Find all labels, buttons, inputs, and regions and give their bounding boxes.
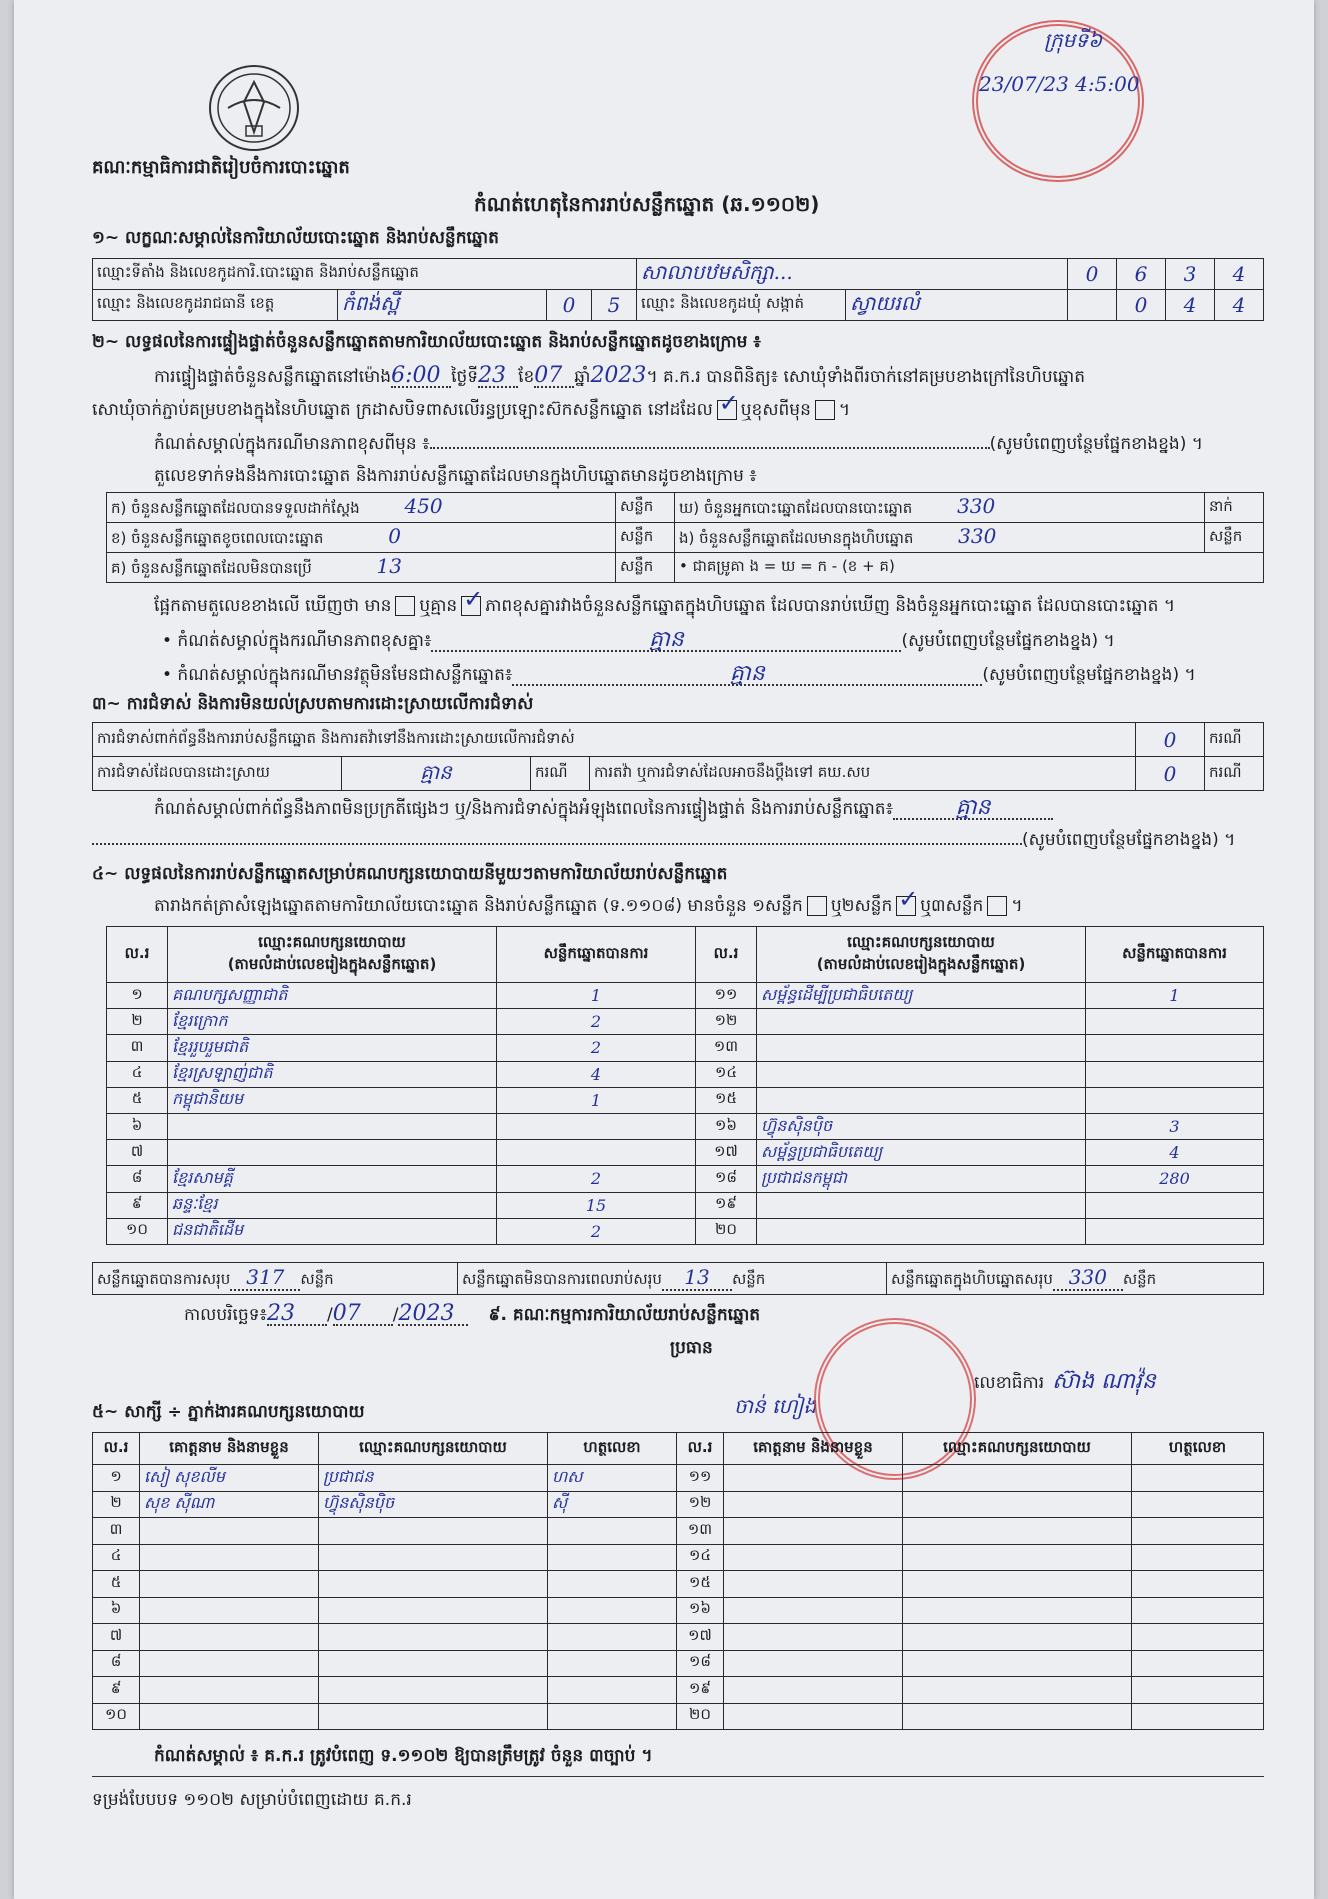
- totals-table: [92, 1262, 1264, 1295]
- witness-name: [140, 1571, 319, 1598]
- witness-signature: [1132, 1677, 1264, 1704]
- count-e-row: ង) ចំនួនសន្លឹកឆ្នោតដែលមានក្នុងហិបឆ្នោត 330: [675, 523, 1205, 553]
- location-digit: 0: [1068, 259, 1117, 290]
- witness-name: [140, 1677, 319, 1704]
- party-name: ប្រជាជនកម្ពុជា: [757, 1166, 1086, 1192]
- section3-table: ការជំទាស់ពាក់ព័ន្ធនឹងការរាប់សន្លឹកឆ្នោត និងការតវ៉ាទៅនឹងការដោះស្រាយលើការជំទាស់ 0 ករណី ការជំទាស់ដែលបានដោះស្រាយ គ្មាន ករណី ការតវ៉ា ឬការជំទាស់ដែលអាចនឹងប្តឹងទៅ គឃ.សប 0 ករណី: [92, 722, 1264, 791]
- location-label: ឈ្មោះទីតាំង និងលេខកូដការិ.បោះឆ្នោត និងរាប់សន្លឹកឆ្នោត: [93, 259, 637, 290]
- commune-digit: 0: [1117, 290, 1166, 321]
- commune-digit: 4: [1215, 290, 1264, 321]
- count-c-row: គ) ចំនួនសន្លឹកឆ្នោតដែលមិនបានប្រើ 13: [107, 553, 616, 583]
- table-row: [107, 1009, 1264, 1035]
- section5-title: ៥~ សាក្សី ÷ ភ្នាក់ងារគណបក្សនយោបាយ: [92, 1402, 365, 1422]
- party-no: ៩: [107, 1192, 168, 1218]
- party-no: ១៥: [696, 1087, 757, 1113]
- same-checkbox[interactable]: ✓: [717, 400, 737, 420]
- verify-line1: ការផ្ទៀងផ្ទាត់ចំនួនសន្លឹកឆ្នោតនៅម៉ោង6:00 ថ្ងៃទី23 ខែ07 ឆ្នាំ2023។ គ.ក.រ បានពិនិត្យ៖ សោឃុំទាំងពីរចាក់នៅគម្របខាងក្រៅនៃហិបឆ្នោត: [154, 363, 1086, 388]
- count-b-row: ខ) ចំនួនសន្លឹកឆ្នោតខូចពេលបោះឆ្នោត 0: [107, 523, 616, 553]
- party-name: ខ្មែរស្រឡាញ់ជាតិ: [168, 1061, 497, 1087]
- witness-signature: [1132, 1597, 1264, 1624]
- witness-no: ៥: [93, 1571, 140, 1598]
- counts-table: ក) ចំនួនសន្លឹកឆ្នោតដែលបានទទួលដាក់ស្តែង 450 សន្លឹក ឃ) ចំនួនអ្នកបោះឆ្នោតដែលបានបោះឆ្នោត 330 នាក់ ខ) ចំនួនសន្លឹកឆ្នោតខូចពេលបោះឆ្នោត 0 សន្លឹក ង) ចំនួនសន្លឹកឆ្នោតដែលមានក្នុងហិបឆ្នោត 330 សន្លឹក គ) ចំនួនសន្លឹកឆ្នោតដែលមិនបានប្រើ 13 សន្លឹក • ជាគម្រូគា ង = ឃ = ក - (ខ + គ): [106, 492, 1264, 583]
- party-name: ហ៊្វុនស៊ិនប៉ិច: [757, 1113, 1086, 1139]
- section2-title: ២~ លទ្ធផលនៃការផ្ទៀងផ្ទាត់ចំនួនសន្លឹកឆ្នោតតាមការិយាល័យបោះឆ្នោត និងរាប់សន្លឹកឆ្នោតដូចខាងក្រោម ៖: [92, 332, 761, 352]
- party-name: កម្ពុជានិយម: [168, 1087, 497, 1113]
- province-digit: 0: [547, 290, 592, 321]
- count-d-row: ឃ) ចំនួនអ្នកបោះឆ្នោតដែលបានបោះឆ្នោត 330: [675, 493, 1205, 523]
- party-votes: 2: [497, 1009, 696, 1035]
- section4-intro: តារាងកត់ត្រាសំឡេងឆ្នោតតាមការិយាល័យបោះឆ្នោត និងរាប់សន្លឹកឆ្នោត (ទ.១១០៨) មានចំនួន ១សន្លឹក ឬ២សន្លឹក ✓ ឬ៣សន្លឹក ។: [154, 885, 1023, 916]
- section4-title: ៤~ លទ្ធផលនៃការរាប់សន្លឹកឆ្នោតសម្រាប់គណបក្សនយោបាយនីមួយៗតាមការិយាល័យរាប់សន្លឹកឆ្នោត: [92, 864, 728, 884]
- witness-party: [903, 1491, 1132, 1518]
- chair-signature: ចាន់ ហៀង: [734, 1394, 817, 1418]
- party-votes: 2: [497, 1218, 696, 1244]
- witness-no: ១០: [93, 1703, 140, 1730]
- nec-emblem-icon: [204, 62, 304, 154]
- party-name: [168, 1140, 497, 1166]
- count-a-row: ក) ចំនួនសន្លឹកឆ្នោតដែលបានទទួលដាក់ស្តែង 450: [107, 493, 616, 523]
- witness-name: [140, 1703, 319, 1730]
- table-row: [93, 1703, 1264, 1730]
- form-sheet: [14, 0, 1314, 1899]
- table-row: [93, 1624, 1264, 1651]
- witness-party: [319, 1597, 548, 1624]
- party-name: [757, 1035, 1086, 1061]
- form-reference: ទម្រង់បែបបទ ១១០២ សម្រាប់បំពេញដោយ គ.ក.រ: [92, 1790, 412, 1810]
- witness-signature: [548, 1518, 677, 1545]
- party-name: ខ្មែររួបរួមជាតិ: [168, 1035, 497, 1061]
- location-digit: 6: [1117, 259, 1166, 290]
- witness-party: [319, 1571, 548, 1598]
- witness-no: ១៦: [677, 1597, 724, 1624]
- party-no: ១៣: [696, 1035, 757, 1061]
- party-votes: [1086, 1009, 1264, 1035]
- witness-name: [724, 1624, 903, 1651]
- witness-party: ហ៊្វុនស៊ិនប៉ិច: [319, 1491, 548, 1518]
- witness-no: ១៥: [677, 1571, 724, 1598]
- party-no: ៨: [107, 1166, 168, 1192]
- witness-no: ១២: [677, 1491, 724, 1518]
- table-row: [107, 1061, 1264, 1087]
- party-name: [168, 1113, 497, 1139]
- witness-signature: [1132, 1571, 1264, 1598]
- party-name: [757, 1087, 1086, 1113]
- witness-no: ៤: [93, 1544, 140, 1571]
- table-row: [107, 1218, 1264, 1244]
- date-line: កាលបរិច្ឆេទ៖23 /07 /2023 ៩. គណៈកម្មការការិយាល័យរាប់សន្លឹកឆ្នោត: [184, 1301, 761, 1326]
- diff-yes-checkbox[interactable]: [395, 596, 415, 616]
- org-name: គណៈកម្មាធិការជាតិរៀបចំការបោះឆ្នោត: [92, 157, 350, 178]
- note-diff: • កំណត់សម្គាល់ក្នុងករណីមានភាពខុសគ្នា៖ គ្មាន (សូមបំពេញបន្ថែមផ្នែកខាងខ្នង) ។: [162, 627, 1115, 652]
- total-invalid: សន្លឹកឆ្នោតមិនបានការពេលរាប់សរុប 13 សន្លឹក: [458, 1263, 887, 1295]
- verify-line2: សោឃុំចាក់ភ្ជាប់គម្របខាងក្នុងនៃហិបឆ្នោត ក្រដាសបិទពាសលើរន្ធប្រឡោះស៊កសន្លឹកឆ្នោត នៅដដែល ✓ ឬខុសពីមុន ។: [92, 389, 851, 420]
- party-name: [757, 1192, 1086, 1218]
- party-no: ១: [107, 983, 168, 1009]
- secretary-line: លេខាធិការ ស៊ាង ណាវ៉ុន: [974, 1369, 1156, 1394]
- witness-party: [903, 1650, 1132, 1677]
- witness-name: [724, 1703, 903, 1730]
- witness-no: ១៧: [677, 1624, 724, 1651]
- party-votes: 1: [497, 983, 696, 1009]
- party-name: សម្ព័ន្ធដើម្បីប្រជាធិបតេយ្យ: [757, 983, 1086, 1009]
- section3-note2: (សូមបំពេញបន្ថែមផ្នែកខាងខ្នង) ។: [92, 830, 1235, 850]
- party-name: ឆន្ទៈខ្មែរ: [168, 1192, 497, 1218]
- table-row: [93, 1597, 1264, 1624]
- witness-party: ប្រជាជន: [319, 1465, 548, 1492]
- party-name: ខ្មែរក្រោក: [168, 1009, 497, 1035]
- note-other: • កំណត់សម្គាល់ក្នុងករណីមានវត្ថុមិនមែនជាសន្លឹកឆ្នោត៖ គ្មាន (សូមបំពេញបន្ថែមផ្នែកខាងខ្នង) ។: [162, 661, 1196, 686]
- witness-signature: [548, 1703, 677, 1730]
- table-row: [93, 1544, 1264, 1571]
- witness-signature: [548, 1650, 677, 1677]
- witness-signature: [548, 1597, 677, 1624]
- table-row: [93, 1650, 1264, 1677]
- province-value: កំពង់ស្ពឺ: [338, 290, 547, 321]
- witness-party: [903, 1465, 1132, 1492]
- party-name: គណបក្សសញ្ញាជាតិ: [168, 983, 497, 1009]
- party-no: ១២: [696, 1009, 757, 1035]
- location-value: សាលាបឋមសិក្សា...: [637, 259, 1068, 290]
- witness-name: [724, 1650, 903, 1677]
- witness-name: សៀ សុខលីម: [140, 1465, 319, 1492]
- witness-name: [140, 1624, 319, 1651]
- party-no: ១១: [696, 983, 757, 1009]
- party-no: ១៧: [696, 1140, 757, 1166]
- witness-signature: [1132, 1491, 1264, 1518]
- party-votes: 4: [497, 1061, 696, 1087]
- chair-label: ប្រធាន: [670, 1338, 713, 1358]
- witness-party: [903, 1677, 1132, 1704]
- table-row: [107, 1087, 1264, 1113]
- witness-no: ៣: [93, 1518, 140, 1545]
- party-votes: 3: [1086, 1113, 1264, 1139]
- witness-party: [319, 1518, 548, 1545]
- party-no: ១៦: [696, 1113, 757, 1139]
- table-row: [93, 1677, 1264, 1704]
- witness-no: ២០: [677, 1703, 724, 1730]
- party-name: [757, 1009, 1086, 1035]
- witness-name: [724, 1677, 903, 1704]
- party-name: ជនជាតិដើម: [168, 1218, 497, 1244]
- witness-no: ១: [93, 1465, 140, 1492]
- verify-line3: កំណត់សម្គាល់ក្នុងករណីមានភាពខុសពីមុន ៖ (សូមបំពេញបន្ថែមផ្នែកខាងខ្នង) ។: [154, 434, 1203, 454]
- count-formula: • ជាគម្រូគា ង = ឃ = ក - (ខ + គ): [675, 553, 1264, 583]
- footer-note: កំណត់សម្គាល់ ៖ គ.ក.រ ត្រូវបំពេញ ទ.១១០២ ឱ្យបានត្រឹមត្រូវ ចំនួន ៣ច្បាប់ ។: [154, 1746, 653, 1766]
- witness-no: ៩: [93, 1677, 140, 1704]
- witness-signature: [1132, 1624, 1264, 1651]
- witness-no: ៧: [93, 1624, 140, 1651]
- witness-signature: [548, 1544, 677, 1571]
- party-votes: 2: [497, 1035, 696, 1061]
- section1-table: [92, 258, 1264, 321]
- witness-no: ១៣: [677, 1518, 724, 1545]
- section3-note: កំណត់សម្គាល់ពាក់ព័ន្ធនឹងភាពមិនប្រក្រតីផ្សេងៗ ឬ/និងការជំទាស់ក្នុងអំឡុងពេលនៃការផ្ទៀងផ្ទាត់ និងការរាប់សន្លឹកឆ្នោត៖ គ្មាន: [154, 798, 1053, 820]
- witness-signature: [1132, 1465, 1264, 1492]
- witness-table: ល.រ គោត្តនាម និងនាមខ្លួន ឈ្មោះគណបក្សនយោបាយ ហត្ថលេខា ល.រ គោត្តនាម និងនាមខ្លួន ឈ្មោះគណបក្សនយោបាយ ហត្ថលេខា ១ សៀ សុខលីម ប្រជាជន ហស ១១ ២ សុខ ស៊ីណា ហ៊្វុនស៊ិនប៉ិច ស៊ី ១២ ៣ ១៣ ៤ ១៤ ៥ ១៥ ៦ ១៦ ៧ ១៧ ៨ ១៨ ៩ ១៩ ១០ ២០: [92, 1432, 1264, 1730]
- witness-party: [903, 1518, 1132, 1545]
- party-no: ២០: [696, 1218, 757, 1244]
- commune-value: ស្វាយរលំ: [846, 290, 1068, 321]
- witness-no: ៦: [93, 1597, 140, 1624]
- party-votes: [1086, 1061, 1264, 1087]
- witness-party: [319, 1624, 548, 1651]
- location-digit: 4: [1215, 259, 1264, 290]
- witness-name: [724, 1491, 903, 1518]
- witness-name: [140, 1544, 319, 1571]
- witness-signature: [548, 1624, 677, 1651]
- resolved-count: គ្មាន: [342, 757, 531, 791]
- witness-signature: [548, 1571, 677, 1598]
- witness-signature: [1132, 1650, 1264, 1677]
- table-row: [93, 1465, 1264, 1492]
- province-label: ឈ្មោះ និងលេខកូដរាជធានី ខេត្ត: [93, 290, 338, 321]
- section1-title: ១~ លក្ខណៈសម្គាល់នៃការិយាល័យបោះឆ្នោត និងរាប់សន្លឹកឆ្នោត: [92, 228, 499, 248]
- witness-party: [903, 1703, 1132, 1730]
- party-votes: [1086, 1218, 1264, 1244]
- witness-name: [140, 1518, 319, 1545]
- diff-no-checkbox[interactable]: ✓: [461, 596, 481, 616]
- witness-name: [724, 1465, 903, 1492]
- witness-signature: [1132, 1544, 1264, 1571]
- party-votes: 15: [497, 1192, 696, 1218]
- witness-name: [140, 1650, 319, 1677]
- commune-label: ឈ្មោះ និងលេខកូដឃុំ សង្កាត់: [637, 290, 846, 321]
- witness-signature: ហស: [548, 1465, 677, 1492]
- party-votes: [1086, 1035, 1264, 1061]
- table-row: [107, 1035, 1264, 1061]
- witness-party: [319, 1544, 548, 1571]
- witness-party: [903, 1571, 1132, 1598]
- party-no: ៥: [107, 1087, 168, 1113]
- changed-checkbox[interactable]: [815, 400, 835, 420]
- witness-no: ១៨: [677, 1650, 724, 1677]
- diff-line: ផ្អែកតាមតួលេខខាងលើ ឃើញថា មាន ឬគ្មាន ✓ ភាពខុសគ្នារវាងចំនួនសន្លឹកឆ្នោតក្នុងហិបឆ្នោត ដែលបានរាប់ឃើញ និងចំនួនអ្នកបោះឆ្នោត ដែលបានបោះឆ្នោត ។: [154, 585, 1176, 616]
- witness-no: ១៩: [677, 1677, 724, 1704]
- stamp-datetime: 23/07/23 4:5:00: [979, 72, 1140, 96]
- party-no: ៦: [107, 1113, 168, 1139]
- location-digit: 3: [1166, 259, 1215, 290]
- party-name: [757, 1218, 1086, 1244]
- party-name: ខ្មែរសាមគ្គី: [168, 1166, 497, 1192]
- total-valid: សន្លឹកឆ្នោតបានការសរុប 317 សន្លឹក: [93, 1263, 458, 1295]
- objection-count: 0: [1136, 723, 1205, 757]
- sheet1-checkbox[interactable]: [807, 896, 827, 916]
- province-digit: 5: [592, 290, 637, 321]
- witness-party: [319, 1650, 548, 1677]
- witness-name: សុខ ស៊ីណា: [140, 1491, 319, 1518]
- table-row: [107, 1113, 1264, 1139]
- party-votes: [1086, 1192, 1264, 1218]
- section3-title: ៣~ ការជំទាស់ និងការមិនយល់ស្របតាមការដោះស្រាយលើការជំទាស់: [92, 694, 534, 714]
- witness-no: ៨: [93, 1650, 140, 1677]
- party-no: ១៤: [696, 1061, 757, 1087]
- sheet3-checkbox[interactable]: [987, 896, 1007, 916]
- party-votes: [497, 1113, 696, 1139]
- party-no: ៤: [107, 1061, 168, 1087]
- party-votes: 1: [1086, 983, 1264, 1009]
- witness-signature: [548, 1677, 677, 1704]
- witness-party: [903, 1624, 1132, 1651]
- party-votes: 2: [497, 1166, 696, 1192]
- table-row: [93, 1571, 1264, 1598]
- party-votes: 1: [497, 1087, 696, 1113]
- party-votes: 4: [1086, 1140, 1264, 1166]
- party-no: ១៩: [696, 1192, 757, 1218]
- witness-name: [724, 1518, 903, 1545]
- witness-signature: [1132, 1518, 1264, 1545]
- table-row: [93, 1518, 1264, 1545]
- witness-no: ២: [93, 1491, 140, 1518]
- stamp-line1: ក្រុមទី៦: [1044, 28, 1103, 52]
- party-no: ១០: [107, 1218, 168, 1244]
- witness-party: [319, 1703, 548, 1730]
- table-row: [107, 1192, 1264, 1218]
- party-votes: [497, 1140, 696, 1166]
- witness-name: [724, 1544, 903, 1571]
- table-row: [107, 1166, 1264, 1192]
- appeal-count: 0: [1136, 757, 1205, 791]
- table-row: [107, 983, 1264, 1009]
- party-no: ៣: [107, 1035, 168, 1061]
- sheet2-checkbox[interactable]: ✓: [896, 896, 916, 916]
- witness-party: [903, 1544, 1132, 1571]
- witness-signature: [1132, 1703, 1264, 1730]
- table-row: [107, 1140, 1264, 1166]
- commune-digit: 4: [1166, 290, 1215, 321]
- witness-party: [903, 1597, 1132, 1624]
- results-table: ល.រ ឈ្មោះគណបក្សនយោបាយ (តាមលំដាប់លេខរៀងក្នុងសន្លឹកឆ្នោត) សន្លឹកឆ្នោតបានការ ល.រ ឈ្មោះគណបក្សនយោបាយ (តាមលំដាប់លេខរៀងក្នុងសន្លឹកឆ្នោត) សន្លឹកឆ្នោតបានការ ១ គណបក្សសញ្ញាជាតិ 1 ១១ សម្ព័ន្ធដើម្បីប្រជាធិបតេយ្យ 1 ២ ខ្មែរក្រោក 2 ១២ ៣ ខ្មែររួបរួមជាតិ 2 ១៣ ៤ ខ្មែរស្រឡាញ់ជាតិ 4 ១៤ ៥ កម្ពុជានិយម 1 ១៥ ៦ ១៦ ហ៊្វុនស៊ិនប៉ិច 3 ៧ ១៧ សម្ព័ន្ធប្រជាធិបតេយ្យ 4 ៨ ខ្មែរសាមគ្គី 2 ១៨ ប្រជាជនកម្ពុជា 280 ៩ ឆន្ទៈខ្មែរ 15 ១៩ ១០ ជនជាតិដើម 2 ២០: [106, 926, 1264, 1245]
- party-votes: [1086, 1087, 1264, 1113]
- party-no: ១៨: [696, 1166, 757, 1192]
- party-name: [757, 1061, 1086, 1087]
- party-votes: 280: [1086, 1166, 1264, 1192]
- witness-no: ១៤: [677, 1544, 724, 1571]
- witness-signature: ស៊ី: [548, 1491, 677, 1518]
- party-name: សម្ព័ន្ធប្រជាធិបតេយ្យ: [757, 1140, 1086, 1166]
- verify-line4: តួលេខទាក់ទងនឹងការបោះឆ្នោត និងការរាប់សន្លឹកឆ្នោតដែលមានក្នុងហិបឆ្នោតមានដូចខាងក្រោម ៖: [154, 466, 757, 486]
- total-in-box: សន្លឹកឆ្នោតក្នុងហិបឆ្នោតសរុប 330 សន្លឹក: [887, 1263, 1264, 1295]
- witness-party: [319, 1677, 548, 1704]
- party-no: ២: [107, 1009, 168, 1035]
- witness-name: [140, 1597, 319, 1624]
- witness-no: ១១: [677, 1465, 724, 1492]
- table-row: [93, 1491, 1264, 1518]
- party-no: ៧: [107, 1140, 168, 1166]
- witness-name: [724, 1571, 903, 1598]
- form-title: កំណត់ហេតុនៃការរាប់សន្លឹកឆ្នោត (ឆ.១១០២): [474, 192, 820, 216]
- witness-name: [724, 1597, 903, 1624]
